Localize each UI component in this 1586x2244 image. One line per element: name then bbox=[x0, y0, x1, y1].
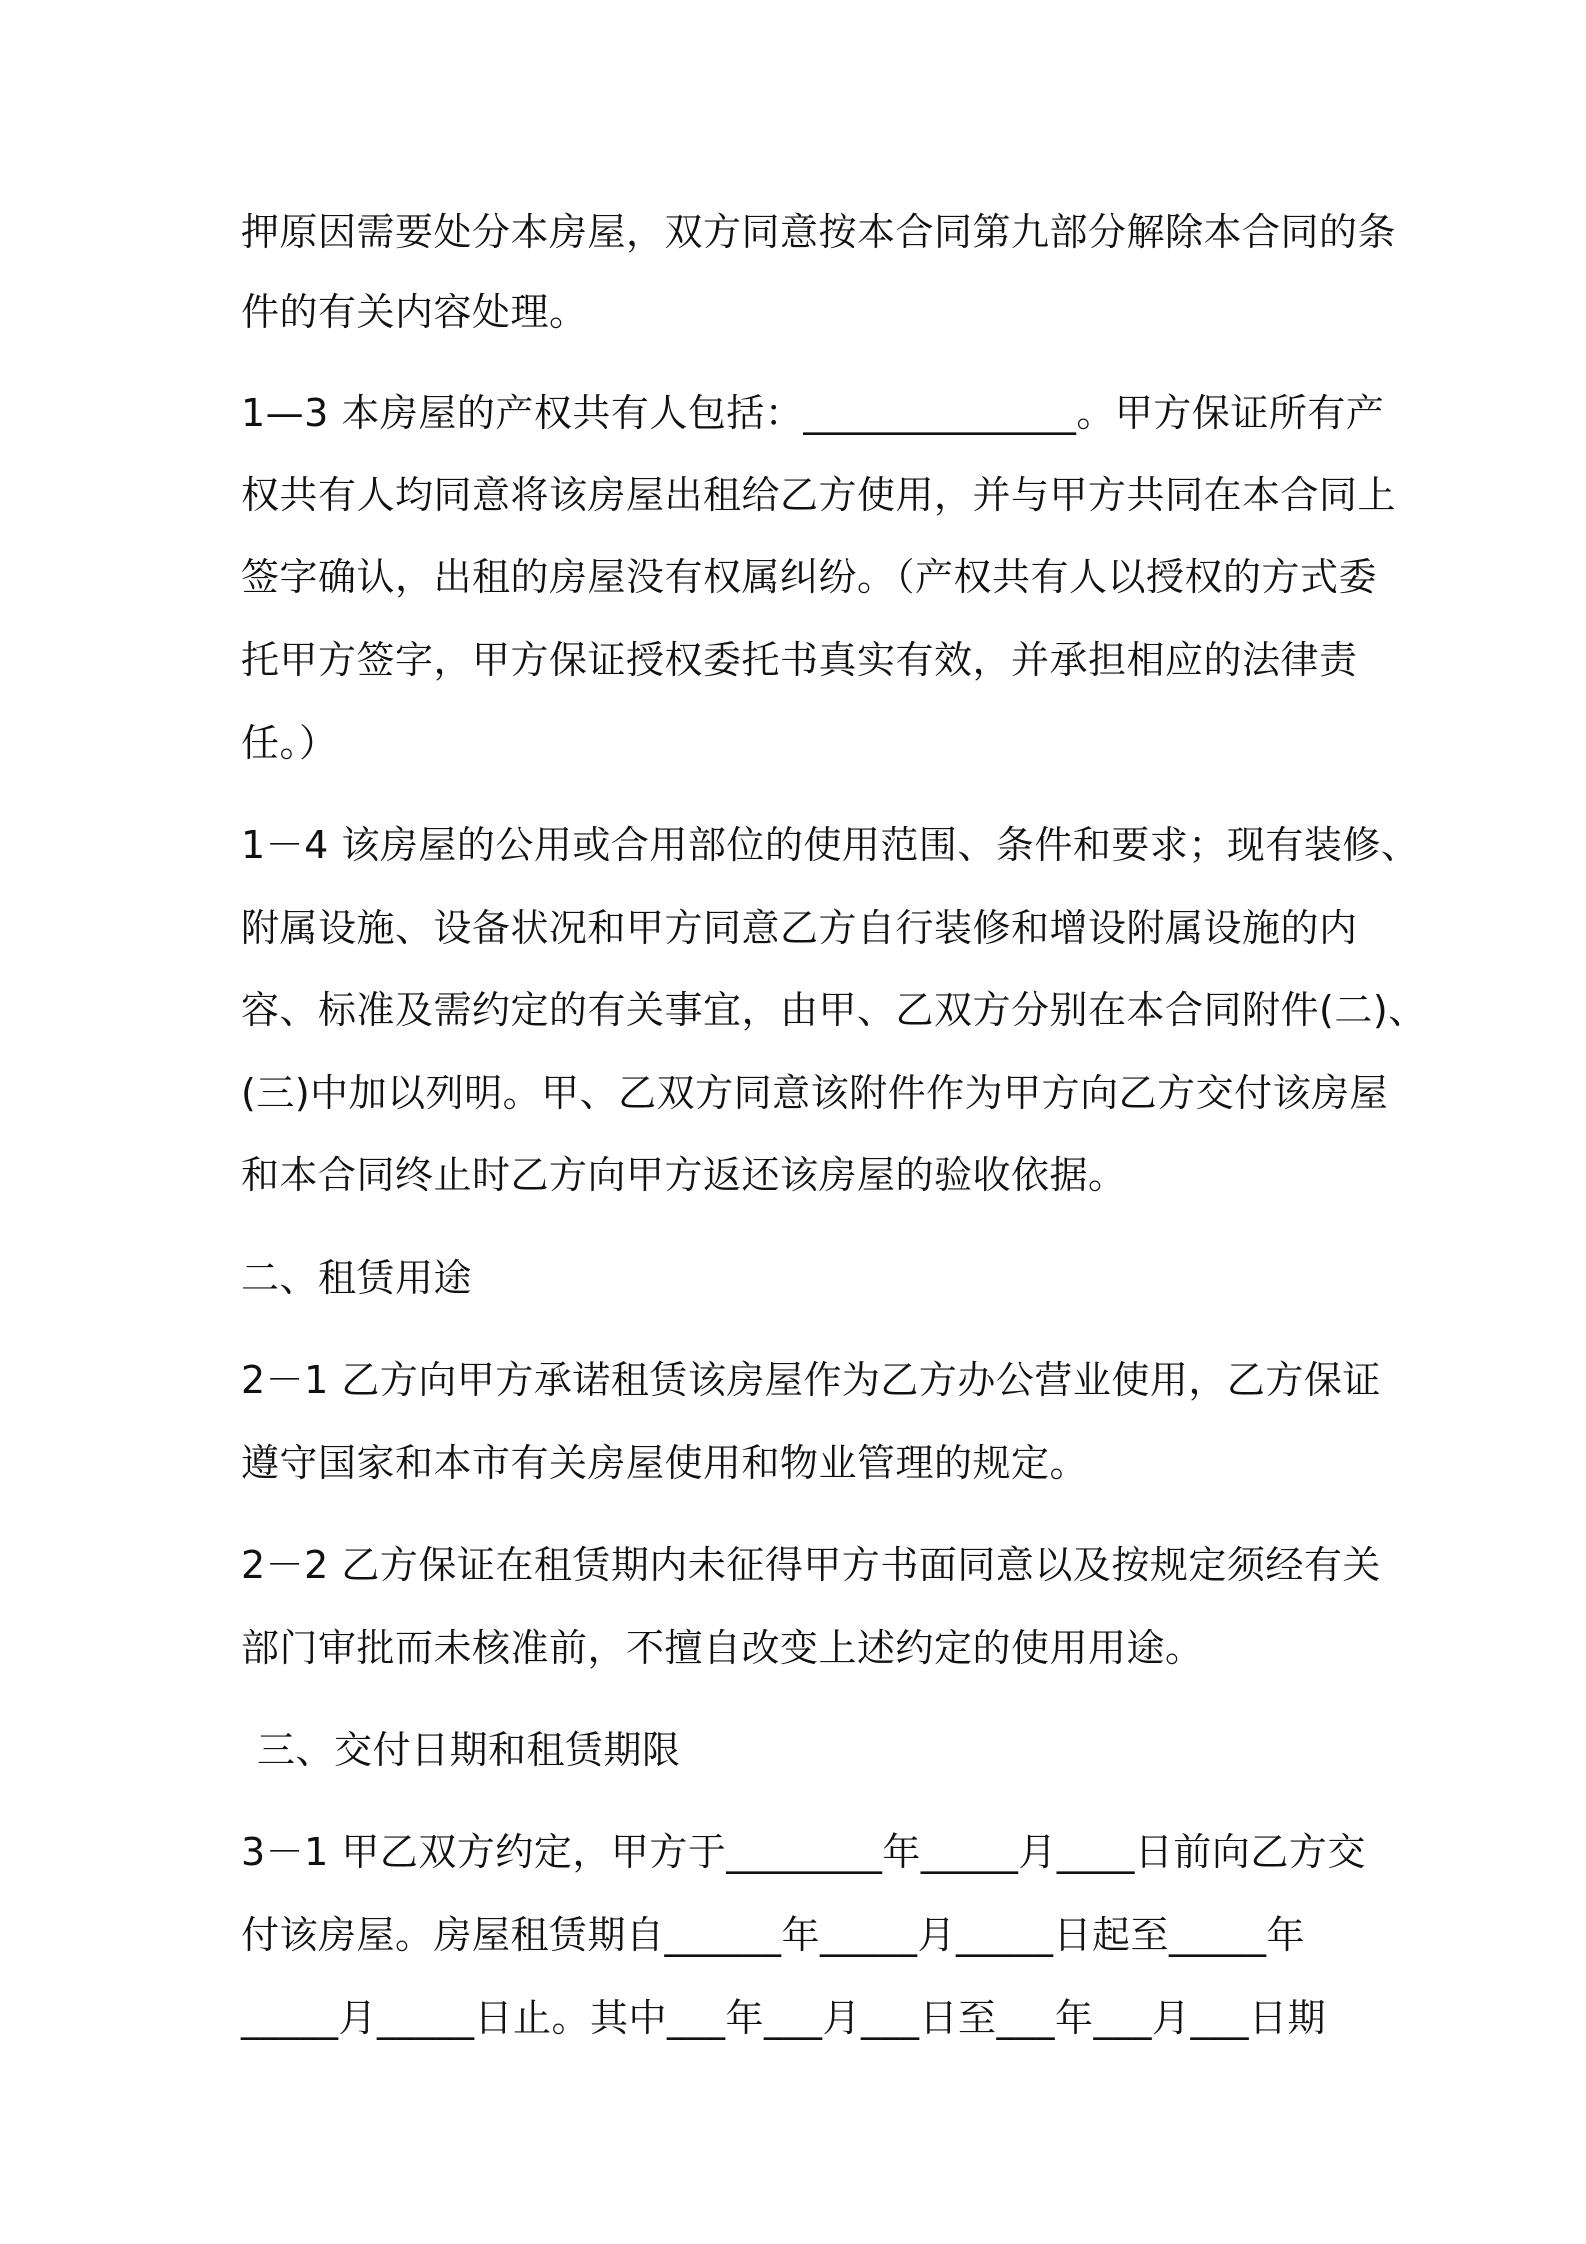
text-line-1: 押原因需要处分本房屋，双方同意按本合同第九部分解除本合同的条 bbox=[241, 210, 1397, 254]
text-line-21: _____月_____日止。其中___年___月___日至___年___月___日期 bbox=[241, 1996, 1327, 2040]
text-line-17: 部门审批而未核准前，不擅自改变上述约定的使用用途。 bbox=[241, 1626, 1204, 1670]
text-line-20: 付该房屋。房屋租赁期自______年_____月_____日起至_____年 bbox=[241, 1913, 1306, 1957]
text-line-15: 遵守国家和本市有关房屋使用和物业管理的规定。 bbox=[241, 1441, 1089, 1485]
text-line-8: 1－4 该房屋的公用或合用部位的使用范围、条件和要求；现有装修、 bbox=[241, 823, 1420, 867]
text-line-14: 2－1 乙方向甲方承诺租赁该房屋作为乙方办公营业使用，乙方保证 bbox=[241, 1358, 1381, 1402]
text-line-10: 容、标准及需约定的有关事宜，由甲、乙双方分别在本合同附件(二)、 bbox=[241, 988, 1427, 1032]
text-line-12: 和本合同终止时乙方向甲方返还该房屋的验收依据。 bbox=[241, 1153, 1127, 1197]
text-line-19: 3－1 甲乙双方约定，甲方于________年_____月____日前向乙方交 bbox=[241, 1830, 1366, 1874]
text-line-3: 1—3 本房屋的产权共有人包括：______________。甲方保证所有产 bbox=[241, 391, 1385, 435]
text-line-2: 件的有关内容处理。 bbox=[241, 290, 588, 334]
text-line-7: 任。） bbox=[241, 721, 338, 765]
text-line-5: 签字确认，出租的房屋没有权属纠纷。（产权共有人以授权的方式委 bbox=[241, 555, 1378, 599]
section-heading-2: 二、租赁用途 bbox=[241, 1256, 473, 1300]
text-line-11: (三)中加以列明。甲、乙双方同意该附件作为甲方向乙方交付该房屋 bbox=[241, 1071, 1389, 1115]
text-line-16: 2－2 乙方保证在租赁期内未征得甲方书面同意以及按规定须经有关 bbox=[241, 1543, 1381, 1587]
text-line-9: 附属设施、设备状况和甲方同意乙方自行装修和增设附属设施的内 bbox=[241, 906, 1358, 950]
text-line-6: 托甲方签字，甲方保证授权委托书真实有效，并承担相应的法律责 bbox=[241, 638, 1358, 682]
section-heading-3: 三、交付日期和租赁期限 bbox=[257, 1728, 681, 1772]
text-line-4: 权共有人均同意将该房屋出租给乙方使用，并与甲方共同在本合同上 bbox=[241, 473, 1397, 517]
